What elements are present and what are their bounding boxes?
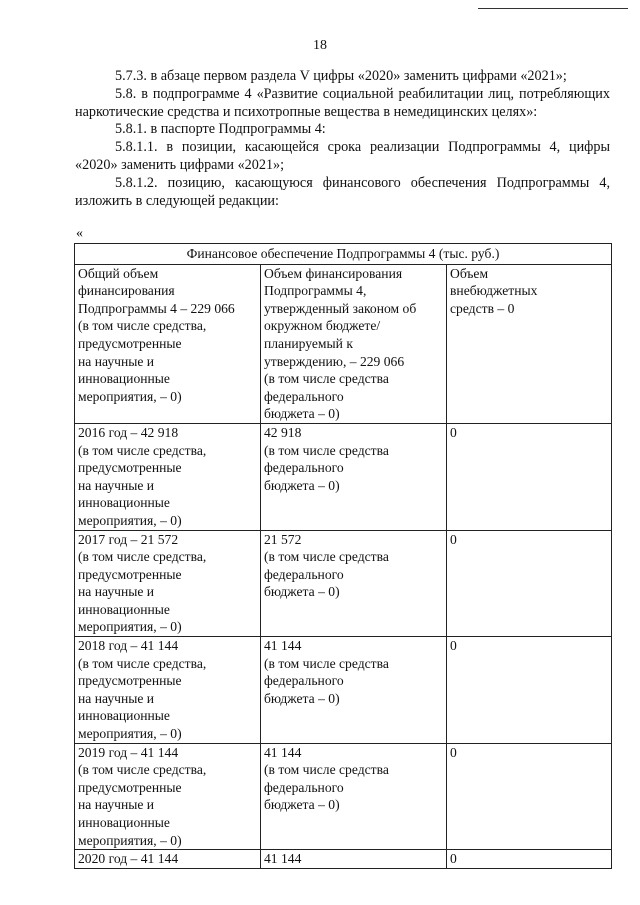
table-header-row [75,264,612,423]
year-budget-cell [261,637,447,744]
cell-line: мероприятия, – 0) [78,388,182,404]
cell-line: (в том числе средства, [78,762,207,778]
cell-line: Общий объем [78,265,159,281]
cell-line: 42 918 [264,424,302,440]
cell-line: на научные и [78,477,155,493]
financing-table [74,243,612,869]
year-budget-cell [261,530,447,637]
paragraph-5-8: 5.8. в подпрограмме 4 «Развитие социальной реабилитации лиц, потребляющих наркотические средства и психотропные вещества в немедицинских целях»: [75,85,610,120]
cell-line: 2016 год – 42 918 [78,424,179,440]
table-row [75,423,612,530]
year-budget-cell [261,423,447,530]
year-offbudget-cell [447,743,612,850]
cell-line: 2017 год – 21 572 [78,531,179,547]
cell-line: мероприятия, – 0) [78,726,182,742]
cell-line: инновационные [78,601,170,617]
cell-line: 0 [450,638,457,654]
paragraph-5-8-1: 5.8.1. в паспорте Подпрограммы 4: [115,121,326,138]
cell-line: мероприятия, – 0) [78,832,182,848]
cell-line: на научные и [78,690,155,706]
cell-line: 0 [450,744,457,760]
cell-line: инновационные [78,371,170,387]
cell-line: 0 [450,424,457,440]
cell-line: 0 [450,851,457,867]
cell-line: предусмотренные [78,673,182,689]
cell-line: 2019 год – 41 144 [78,744,179,760]
table-body [75,264,612,868]
cell-line: инновационные [78,495,170,511]
cell-line: Подпрограммы 4, [264,283,367,299]
year-total-cell [75,850,261,869]
cell-line: инновационные [78,708,170,724]
paragraph-5-8-1-2: 5.8.1.2. позицию, касающуюся финансового обеспечения Подпрограммы 4, изложить в следующей редакции: [75,174,610,209]
header-total-cell [75,264,261,423]
year-offbudget-cell [447,423,612,530]
table-row [75,530,612,637]
table-caption: Финансовое обеспечение Подпрограммы 4 (тыс. руб.) [75,244,612,265]
cell-line: бюджета – 0) [264,690,340,706]
cell-line: (в том числе средства [264,549,389,565]
top-rule [478,8,628,9]
cell-line: 41 144 [264,744,302,760]
year-offbudget-cell [447,637,612,744]
cell-line: 41 144 [264,851,302,867]
year-offbudget-cell [447,850,612,869]
cell-line: федерального [264,460,344,476]
cell-line: 21 572 [264,531,302,547]
year-budget-cell [261,743,447,850]
cell-line: на научные и [78,353,155,369]
cell-line: федерального [264,388,344,404]
cell-line: на научные и [78,584,155,600]
cell-line: мероприятия, – 0) [78,619,182,635]
cell-line: федерального [264,779,344,795]
cell-line: бюджета – 0) [264,406,340,422]
header-offbudget-cell [447,264,612,423]
header-budget-cell [261,264,447,423]
year-offbudget-cell [447,530,612,637]
year-total-cell [75,743,261,850]
cell-line: (в том числе средства [264,655,389,671]
cell-line: внебюджетных [450,283,538,299]
cell-line: Подпрограммы 4 – 229 066 [78,300,235,316]
cell-line: предусмотренные [78,566,182,582]
cell-line: (в том числе средства [264,442,389,458]
cell-line: 0 [450,531,457,547]
year-budget-cell [261,850,447,869]
cell-line: средств – 0 [450,300,515,316]
cell-line: (в том числе средства, [78,442,207,458]
cell-line: мероприятия, – 0) [78,512,182,528]
cell-line: 2020 год – 41 144 [78,851,179,867]
cell-line: предусмотренные [78,779,182,795]
table-row [75,743,612,850]
year-total-cell [75,423,261,530]
cell-line: 2018 год – 41 144 [78,638,179,654]
cell-line: 41 144 [264,638,302,654]
paragraph-5-8-1-1: 5.8.1.1. в позиции, касающейся срока реализации Подпрограммы 4, цифры «2020» заменить цифрами «2021»; [75,139,610,173]
year-total-cell [75,637,261,744]
cell-line: Объем финансирования [264,265,403,281]
cell-line: утвержденный законом об [264,300,417,316]
cell-line: (в том числе средства [264,371,389,387]
document-body [75,68,610,210]
cell-line: предусмотренные [78,460,182,476]
cell-line: финансирования [78,283,175,299]
cell-line: (в том числе средства [264,762,389,778]
cell-line: федерального [264,566,344,582]
cell-line: Объем [450,265,489,281]
paragraph-5-7-3: 5.7.3. в абзаце первом раздела V цифры «2020» заменить цифрами «2021»; [115,68,567,84]
cell-line: (в том числе средства, [78,318,207,334]
cell-line: на научные и [78,797,155,813]
cell-line: (в том числе средства, [78,655,207,671]
cell-line: федерального [264,673,344,689]
cell-line: инновационные [78,815,170,830]
cell-line: окружном бюджете/ [264,318,381,334]
cell-line: бюджета – 0) [264,584,340,600]
table-row [75,850,612,869]
cell-line: бюджета – 0) [264,477,340,493]
cell-line: бюджета – 0) [264,797,340,813]
page-number: 18 [313,38,327,53]
cell-line: (в том числе средства, [78,549,207,565]
opening-quote-mark: « [76,226,83,241]
year-total-cell [75,530,261,637]
cell-line: планируемый к [264,335,353,351]
cell-line: предусмотренные [78,335,182,351]
table-row [75,637,612,744]
cell-line: утверждению, – 229 066 [264,353,405,369]
